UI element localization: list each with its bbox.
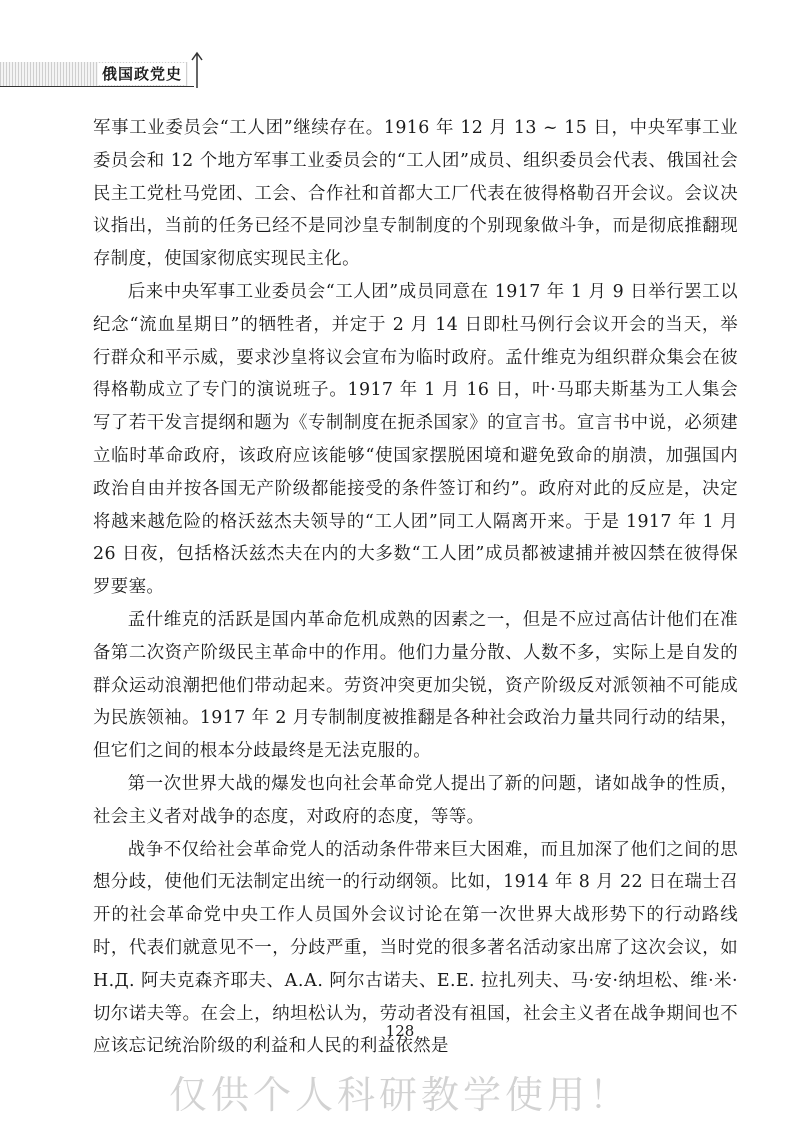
page-number: 128 xyxy=(385,1022,415,1040)
watermark: 仅供个人科研教学使用！ xyxy=(168,1073,631,1117)
paragraph-1: 军事工业委员会“工人团”继续存在。1916 年 12 月 13 ~ 15 日，中央军事工业委员会和 12 个地方军事工业委员会的“工人团”成员、组织委员会代表、俄国社会民主工党杜马党团、工会、合作社和首都大工厂代表在彼得格勒召开会议。会议决议指出，当前的任务已经不是同沙皇专制制度的个别现象做斗争，而是彻底推翻现存制度，使国家彻底实现民主化。 xyxy=(93,118,738,270)
paragraph-4: 第一次世界大战的爆发也向社会革命党人提出了新的问题，诸如战争的性质，社会主义者对战争的态度，对政府的态度，等等。 xyxy=(93,773,738,827)
body-text xyxy=(93,112,738,1063)
paragraph-3: 孟什维克的活跃是国内革命危机成熟的因素之一，但是不应过高估计他们在准备第二次资产阶级民主革命中的作用。他们力量分散、人数不多，实际上是自发的群众运动浪潮把他们带动起来。劳资冲突更加尖锐，资产阶级反对派领袖不可能成为民族领袖。1917 年 2 月专制制度被推翻是各种社会政治力量共同行动的结果，但它们之间的根本分歧最终是无法克服的。 xyxy=(93,609,738,762)
running-header-title: 俄国政党史 xyxy=(98,63,186,85)
paragraph-5: 战争不仅给社会革命党人的活动条件带来巨大困难，而且加深了他们之间的思想分歧，使他们无法制定出统一的行动纲领。比如，1914 年 8 月 22 日在瑞士召开的社会革命党中央工作人员国外会议讨论在第一次世界大战形势下的行动路线时，代表们就意见不一，分歧严重，当时党的很多著名活动家出席了这次会议，如 Н.Д. 阿夫克森齐耶夫、А.А. 阿尔古诺夫、Е.Е. 拉扎列夫、马·安·纳坦松、维·米·切尔诺夫等。在会上，纳坦松认为，劳动者没有祖国，社会主义者在战争期间也不应该忘记统治阶级的利益和人民的利益依然是 xyxy=(93,839,738,1057)
header-rule xyxy=(0,86,194,87)
paragraph-2: 后来中央军事工业委员会“工人团”成员同意在 1917 年 1 月 9 日举行罢工以纪念“流血星期日”的牺牲者，并定于 2 月 14 日即杜马例行会议开会的当天，举行群众和平示威，要求沙皇将议会宣布为临时政府。孟什维克为组织群众集会在彼得格勒成立了专门的演说班子。1917 年 1 月 16 日，叶·马耶夫斯基为工人集会写了若干发言提纲和题为《专制制度在扼杀国家》的宣言书。宣言书中说，必须建立临时革命政府，该政府应该能够“使国家摆脱困境和避免致命的崩溃，加强国内政治自由并按各国无产阶级都能接受的条件签订和约”。政府对此的反应是，决定将越来越危险的格沃兹杰夫领导的“工人团”同工人隔离开来。于是 1917 年 1 月 26 日夜，包括格沃兹杰夫在内的大多数“工人团”成员都被逮捕并被囚禁在彼得保罗要塞。 xyxy=(93,281,738,598)
header-arrow-icon xyxy=(190,50,204,90)
